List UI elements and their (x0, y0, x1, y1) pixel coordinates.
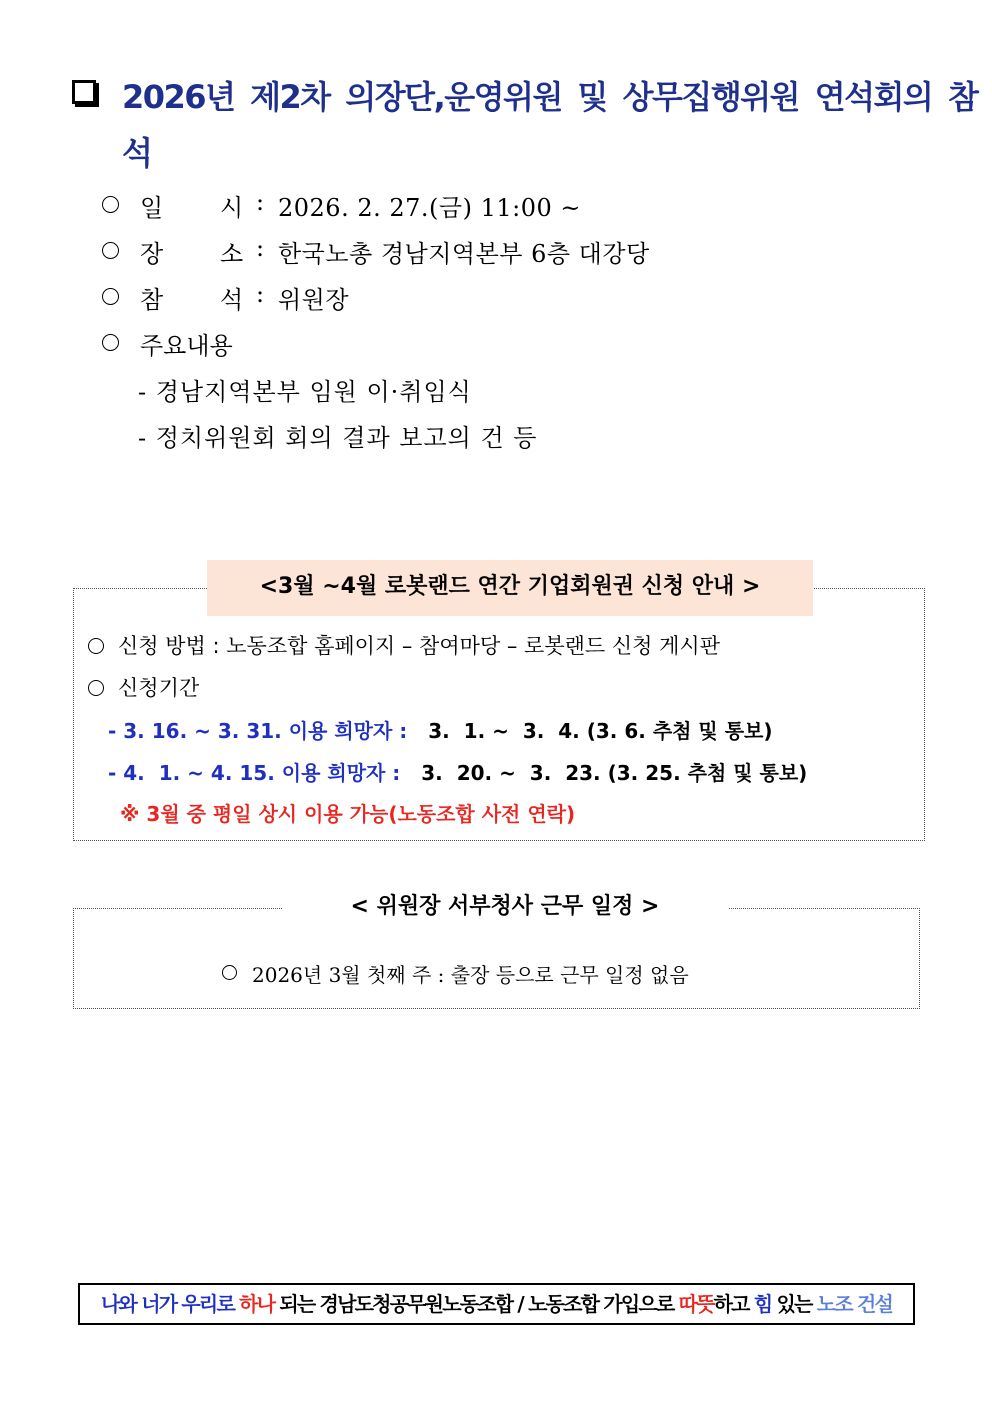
period-detail: 3. 20. ~ 3. 23. (3. 25. 추첨 및 통보) (421, 761, 808, 785)
colon: : (256, 188, 265, 216)
slogan-part: 따뜻 (678, 1292, 714, 1316)
slogan-part: 하나 (239, 1292, 275, 1316)
content-item: - 경남지역본부 임원 이·취임식 (138, 378, 472, 406)
colon: : (256, 280, 265, 308)
usage-note: ※ 3월 중 평일 상시 이용 가능(노동조합 사전 연락) (120, 802, 576, 826)
slogan-part: 되는 경남도청공무원노동조합 / 노동조합 가입으로 (274, 1292, 679, 1316)
slogan-part: 힘 (753, 1292, 772, 1316)
period-row-1 (108, 715, 773, 744)
circle-bullet-icon (102, 288, 119, 305)
attendee-value: 위원장 (278, 286, 350, 314)
circle-bullet-icon (88, 638, 104, 654)
schedule-text: 2026년 3월 첫째 주 : 출장 등으로 근무 일정 없음 (252, 963, 689, 987)
period-row-2 (108, 757, 807, 786)
slogan-part: 하고 (713, 1292, 754, 1316)
date-value: 2026. 2. 27.(금) 11:00 ~ (278, 194, 581, 222)
content-label: 주요내용 (140, 332, 233, 360)
apply-period-label: 신청기간 (118, 676, 200, 700)
apply-method-text: 신청 방법 : 노동조합 홈페이지 – 참여마당 – 로봇랜드 신청 게시판 (118, 634, 720, 658)
circle-bullet-icon (88, 680, 104, 696)
content-item: - 정치위원회 회의 결과 보고의 건 등 (138, 424, 538, 452)
colon: : (256, 234, 265, 262)
circle-bullet-icon (222, 965, 237, 980)
slogan-part: 있는 (771, 1292, 817, 1316)
period-detail: 3. 1. ~ 3. 4. (3. 6. 추첨 및 통보) (428, 719, 773, 743)
period-range: - 4. 1. ~ 4. 15. 이용 희망자 : (108, 761, 401, 785)
footer-slogan (78, 1283, 915, 1325)
slogan-part: 노조 건설 (816, 1292, 892, 1316)
place-value: 한국노총 경남지역본부 6층 대강당 (278, 240, 650, 268)
circle-bullet-icon (102, 242, 119, 259)
page-title-continued: 석 (122, 134, 152, 172)
schedule-title: < 위원장 서부청사 근무 일정 > (282, 890, 728, 926)
page-title: 2026년 제2차 의장단,운영위원 및 상무집행위원 연석회의 참 (122, 78, 978, 116)
checkbox-square-icon (72, 80, 96, 104)
slogan-part: 나와 너가 우리로 (101, 1292, 240, 1316)
robotland-title: <3월 ~4월 로봇랜드 연간 기업회원권 신청 안내 > (207, 560, 813, 616)
period-range: - 3. 16. ~ 3. 31. 이용 희망자 : (108, 719, 408, 743)
circle-bullet-icon (102, 334, 119, 351)
circle-bullet-icon (102, 196, 119, 213)
